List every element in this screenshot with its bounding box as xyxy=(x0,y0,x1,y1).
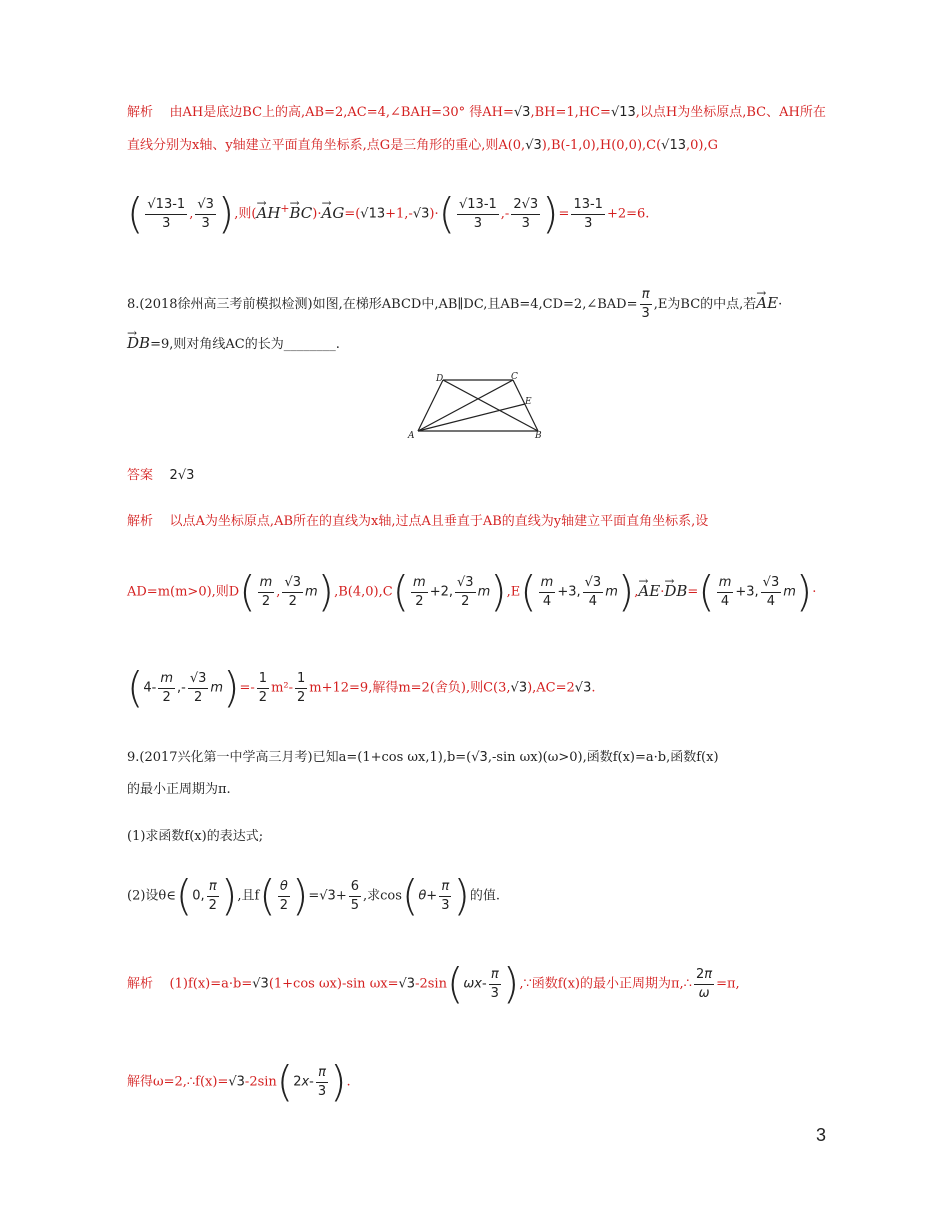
analysis-formula-line: 解得ω=2,∴f(x)=√3-2sin(2x- $\frac{\pi}{3}$ ). xyxy=(127,1057,351,1106)
analysis-line xyxy=(127,103,827,123)
answer-line: 答案 2√3 xyxy=(127,468,195,483)
question-9-part1: (1)求函数f(x)的表达式; xyxy=(127,829,264,844)
analysis-formula-line: 解析 (1)f(x)=a·b=√3(1+cos ωx)-sin ωx=√3-2sin(ωx- $\frac{\pi}{3}$ ),∵函数f(x)的最小正周期为π,∴ $\frac{2\pi}{\omega}$ =π, xyxy=(127,959,740,1008)
label-A: A xyxy=(408,431,415,441)
analysis-line: 解析 以点A为坐标原点,AB所在的直线为x轴,过点A且垂直于AB的直线为y轴建立平面直角坐标系,设 xyxy=(127,514,709,529)
trapezoid-figure xyxy=(400,370,550,445)
analysis-label: 解析 xyxy=(127,514,154,529)
question-9-line1: 9.(2017兴化第一中学高三月考)已知a=(1+cos ωx,1),b=(√3,-sin ωx)(ω>0),函数f(x)=a·b,函数f(x) xyxy=(127,750,719,765)
question-8-line1: 8.(2018徐州高三考前模拟检测)如图,在梯形ABCD中,AB∥DC,且AB=4,CD=2,∠BAD= $\frac{\pi}{3}$ ,E为BC的中点,若→ AE· xyxy=(127,286,827,323)
question-8-line2: → DB=9,则对角线AC的长为________. xyxy=(127,333,827,355)
analysis-formula-line: (4- $\frac{m}{2}$ ,- $\frac{√3}{2}$ m)=- $\frac{1}{2}$ m²- $\frac{1}{2}$ m+12=9,解得m=2(舍负),则C(3,√3),AC=2√3. xyxy=(127,663,596,712)
label-C: C xyxy=(511,372,518,382)
analysis-line: 直线分别为x轴、y轴建立平面直角坐标系,点G是三角形的重心,则A(0,√3),B(-1,0),H(0,0),C(√13,0),G xyxy=(127,138,718,153)
analysis-formula-line: ( $\frac{√13-1}{3}$ , $\frac{√3}{3}$ ),则(→ AH+→ BC)·→ AG=(√13+1,-√3)·( $\frac{√13-1}{3}$ ,- $\frac{2√3}{3}$ )= $\frac{13-1}{3}$ +2=6. xyxy=(127,194,827,234)
analysis-formula-line: AD=m(m>0),则D( $\frac{m}{2}$ , $\frac{√3}{2}$ m),B(4,0),C( $\frac{m}{2}$ +2, $\frac{√3}{2}$ m),E( $\frac{m}{4}$ +3, $\frac{√3}{4}$ m),→ AE·→ DB=( $\frac{m}{4}$ +3, $\frac{√3}{4}$ m)· xyxy=(127,572,827,612)
label-D: D xyxy=(436,374,444,384)
analysis-label: 解析 xyxy=(127,105,154,120)
analysis-text: 由AH是底边BC上的高,AB=2,AC=4,∠BAH=30° 得AH=√3,BH=1,HC=√13,以点H为坐标原点,BC、AH所在 xyxy=(169,105,826,120)
answer-label: 答案 xyxy=(127,468,154,483)
label-B: B xyxy=(535,431,542,441)
analysis-label: 解析 xyxy=(127,976,154,992)
question-9-line2: 的最小正周期为π. xyxy=(127,782,231,797)
question-9-part2: (2)设θ∈(0, $\frac{\pi}{2}$ ),且f( $\frac{\theta}{2}$ )=√3+ $\frac{6}{5}$ ,求cos(θ+ $\frac{\pi}{3}$ )的值. xyxy=(127,871,501,920)
label-E: E xyxy=(525,397,532,407)
page-number: 3 xyxy=(815,1125,826,1145)
